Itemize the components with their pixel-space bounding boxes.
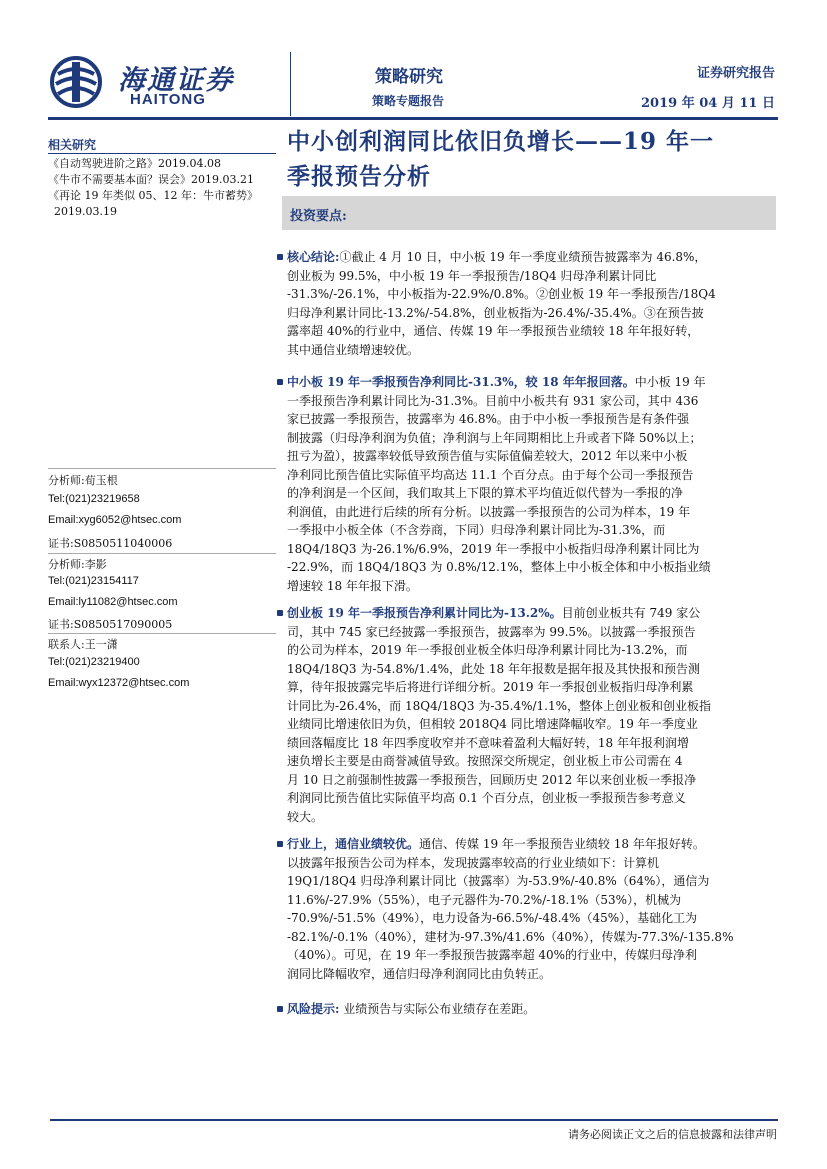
- related-research-item[interactable]: 《自动驾驶进阶之路》2019.04.08: [48, 157, 221, 170]
- key-point-text: ①截止 4 月 10 日，中小板 19 年一季度业绩预告披露率为 46.8%，: [339, 250, 707, 264]
- key-point-text: 增速较 18 年年报下滑。: [287, 578, 418, 593]
- report-title: [287, 124, 787, 194]
- key-point-text: 的公司为样本，2019 年一季报创业板全体归母净利累计同比为-13.2%，而: [287, 643, 688, 657]
- key-point: [287, 373, 777, 595]
- key-point-text: 净利同比预告值比实际值平均高达 11.1 个百分点。由于每个公司一季报预告: [287, 467, 694, 482]
- key-point-text: 业绩预告与实际公布业绩存在差距。: [343, 1002, 536, 1016]
- key-point-text: 19Q1/18Q4 归母净利累计同比（披露率）为-53.9%/-40.8%（64%），通信为: [287, 874, 710, 888]
- key-point-text: （40%）。可见，在 19 年一季报预告披露率超 40%的行业中，传媒归母净利: [287, 948, 698, 962]
- report-type: 证券研究报告: [696, 66, 775, 81]
- key-point-text: -70.9%/-51.5%（49%），电力设备为-66.5%/-48.4%（45%），基础化工为: [287, 911, 698, 925]
- key-point-text: 创业板为 99.5%，中小板 19 年一季报预告/18Q4 归母净利累计同比: [287, 268, 657, 283]
- key-point-lead: 风险提示:: [287, 1002, 340, 1016]
- key-point-text: 算，待年报披露完毕后将进行详细分析。2019 年一季报创业板指归母净利累: [287, 680, 694, 694]
- analyst-name: 分析师:李影: [48, 558, 107, 571]
- header-rule: [48, 117, 778, 120]
- analyst-cert: 证书:S0850517090005: [48, 618, 173, 631]
- contact-rule: [48, 633, 276, 634]
- key-point-text: 露率超 40%的行业中，通信、传媒 19 年一季报预告业绩较 18 年年报好转，: [287, 324, 700, 338]
- key-point-text: 较大。: [287, 809, 324, 824]
- key-point: [287, 835, 777, 983]
- related-research-item[interactable]: 《再论 19 年类似 05、12 年：牛市蓄势》: [48, 189, 258, 202]
- bullet-icon: [277, 254, 283, 260]
- key-point-lead: 核心结论:: [287, 250, 340, 264]
- analyst-cert: 证书:S0850511040006: [48, 537, 173, 550]
- key-point-text: 归母净利累计同比-13.2%/-54.8%，创业板指为-26.4%/-35.4%。③在预告披: [287, 305, 704, 320]
- key-point-text: 18Q4/18Q3 为-26.1%/6.9%，2019 年一季报中小板指归母净利累计同比为: [287, 541, 700, 556]
- analyst-email[interactable]: Email:xyg6052@htsec.com: [48, 514, 182, 526]
- key-point-text: 一季报中小板全体（不含券商，下同）归母净利累计同比为-31.3%，而: [287, 523, 666, 537]
- key-point-text: 其中通信业绩增速较优。: [287, 342, 420, 357]
- key-point: [287, 248, 777, 359]
- key-point-text: 一季报预告净利累计同比为-31.3%。目前中小板共有 931 家公司，其中 436: [287, 393, 699, 408]
- key-point-lead: 创业板 19 年一季报预告净利累计同比为-13.2%。: [287, 606, 562, 620]
- key-point-text: 利润同比预告值比实际值平均高 0.1 个百分点，创业板一季报预告参考意义: [287, 791, 686, 805]
- analyst-email[interactable]: Email:ly11082@htsec.com: [48, 596, 178, 608]
- contact-email[interactable]: Email:wyx12372@htsec.com: [48, 677, 190, 689]
- key-point-lead: 行业上，通信业绩较优。: [287, 837, 420, 851]
- key-point-text: 利润值，由此进行后续的所有分析。以披露一季报预告的公司为样本，19 年: [287, 504, 691, 519]
- key-points-bar: [282, 196, 776, 230]
- key-point-text: -82.1%/-0.1%（40%），建材为-97.3%/41.6%（40%），传媒为-77.3%/-135.8%: [287, 929, 734, 944]
- brand-name-cn: 海通证券: [118, 65, 234, 96]
- report-category: 策略研究: [375, 67, 443, 87]
- report-subcategory: 策略专题报告: [372, 94, 445, 108]
- key-point-text: -22.9%，而 18Q4/18Q3 为 0.8%/12.1%，整体上中小板全体和中小板指业绩: [287, 560, 711, 574]
- key-point-text: 速负增长主要是由商誉减值导致。按照深交所规定，创业板上市公司需在 4: [287, 754, 683, 768]
- key-point-text: 18Q4/18Q3 为-54.8%/1.4%，此处 18 年年报数是据年报及其快报和预告测: [287, 661, 700, 676]
- bullet-icon: [277, 610, 283, 616]
- brand-name-en: HAITONG: [130, 91, 206, 108]
- footer-disclaimer[interactable]: 请务必阅读正文之后的信息披露和法律声明: [568, 1128, 777, 1141]
- key-point-text: 计同比为-26.4%，而 18Q4/18Q3 为-35.4%/1.1%，整体上创业板和创业板指: [287, 698, 712, 713]
- key-point: [287, 604, 777, 826]
- analyst-tel: Tel:(021)23219658: [48, 493, 140, 505]
- related-research-item[interactable]: 《牛市不需要基本面？误会》2019.03.21: [48, 173, 254, 186]
- bullet-icon: [277, 1006, 283, 1012]
- key-point-text: 以披露年报预告公司为样本，发现披露率较高的行业业绩如下：计算机: [287, 855, 660, 870]
- key-point-text: 11.6%/-27.9%（55%），电子元器件为-70.2%/-18.1%（53%），机械为: [287, 892, 682, 907]
- footer-rule: [50, 1119, 778, 1121]
- analyst-rule: [48, 468, 276, 469]
- key-point-text: 目前创业板共有 749 家公: [561, 606, 701, 620]
- key-point-text: 制披露（归母净利润为负值；净利润与上年同期相比上升或者下降 50%以上；: [287, 430, 702, 445]
- key-point-text: 家已披露一季报预告，披露率为 46.8%。由于中小板一季报预告是有条件强: [287, 412, 689, 426]
- report-title-line: 季报预告分析: [287, 163, 431, 190]
- contact-name: 联系人:王一潇: [48, 638, 118, 651]
- key-point-text: 业绩同比增速依旧为负，但相较 2018Q4 同比增速降幅收窄。19 年一季度业: [287, 717, 698, 731]
- analyst-rule: [48, 553, 276, 554]
- related-research-item-date: 2019.03.19: [54, 205, 117, 218]
- analyst-tel: Tel:(021)23154117: [48, 575, 139, 587]
- bullet-icon: [277, 841, 283, 847]
- key-points-label: 投资要点:: [290, 209, 347, 224]
- related-research-rule: [48, 153, 276, 154]
- key-point-text: 中小板 19 年: [634, 375, 706, 389]
- header-divider: [290, 52, 291, 116]
- key-point: [287, 1000, 777, 1019]
- bullet-icon: [277, 379, 283, 385]
- report-title-line: 中小创利润同比依旧负增长——19 年一: [287, 128, 715, 155]
- key-point-text: -31.3%/-26.1%，中小板指为-22.9%/0.8%。②创业板 19 年一季报预告/18Q4: [287, 287, 716, 301]
- report-date: 2019 年 04 月 11 日: [641, 96, 775, 111]
- related-research-title: 相关研究: [48, 138, 97, 152]
- key-point-text: 绩回落幅度比 18 年四季度收窄并不意味着盈利大幅好转，18 年年报利润增: [287, 735, 689, 750]
- key-point-text: 的净利润是一个区间，我们取其上下限的算术平均值近似代替为一季报的净: [287, 486, 684, 500]
- key-point-text: 润同比降幅收窄，通信归母净利润同比由负转正。: [287, 966, 552, 981]
- key-point-text: 司，其中 745 家已经披露一季报预告，披露率为 99.5%。以披露一季报预告: [287, 624, 696, 639]
- contact-tel: Tel:(021)23219400: [48, 656, 140, 668]
- analyst-name: 分析师:荀玉根: [48, 474, 118, 487]
- key-point-lead: 中小板 19 年一季报预告净利同比-31.3%，较 18 年年报回落。: [287, 375, 635, 389]
- key-point-text: 扭亏为盈），披露率较低导致预告值与实际值偏差较大，2012 年以来中小板: [287, 449, 688, 463]
- key-point-text: 通信、传媒 19 年一季报预告业绩较 18 年年报好转。: [419, 837, 705, 851]
- key-point-text: 月 10 日之前强制性披露一季报预告，回顾历史 2012 年以来创业板一季报净: [287, 772, 697, 787]
